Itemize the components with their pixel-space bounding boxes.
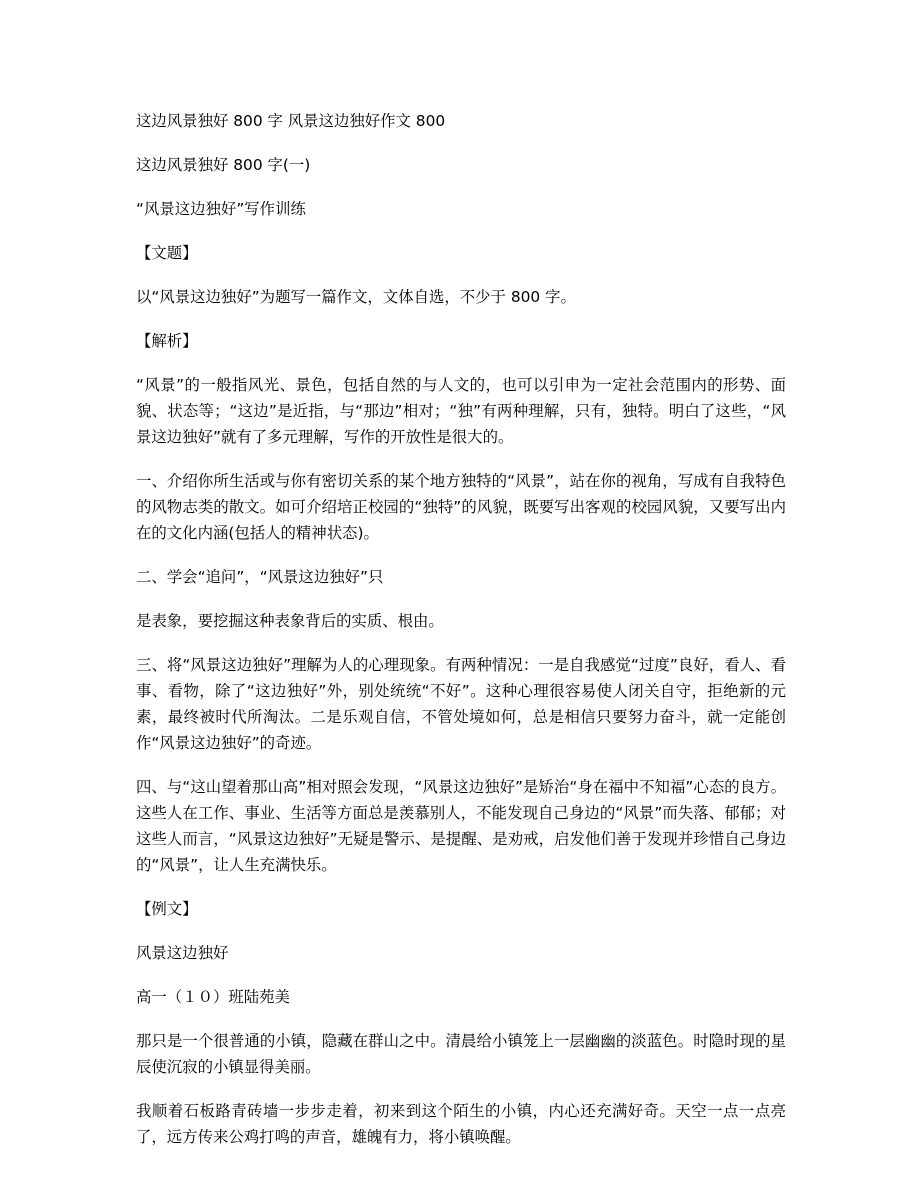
- essay-title: 风景这边独好: [136, 944, 229, 962]
- topic-heading: “风景这边独好”写作训练: [136, 200, 306, 218]
- essay-paragraph: 那只是一个很普通的小镇，隐藏在群山之中。清晨给小镇笼上一层幽幽的淡蓝色。时隐时现的星辰使沉寂的小镇显得美丽。: [136, 1032, 786, 1076]
- point-two-continued: 是表象，要挖掘这种表象背后的实质、根由。: [136, 612, 444, 630]
- document-title: 这边风景独好 800 字 风景这边独好作文 800: [136, 112, 446, 130]
- essay-paragraph: 我顺着石板路青砖墙一步步走着，初来到这个陌生的小镇，内心还充满好奇。天空一点一点亮了，远方传来公鸡打鸣的声音，雄魄有力，将小镇唤醒。: [136, 1102, 786, 1146]
- point-four-paragraph: 四、与“这山望着那山高”相对照会发现，“风景这边独好”是矫治“身在福中不知福”心态的良方。这些人在工作、事业、生活等方面总是羡慕别人，不能发现自己身边的“风景”而失落、郁郁；对这些人而言，“风景这边独好”无疑是警示、是提醒、是劝戒，启发他们善于发现并珍惜自己身边的“风景”，让人生充满快乐。: [136, 778, 786, 874]
- point-two-paragraph: 二、学会“追问”，“风景这边独好”只: [136, 568, 384, 586]
- jiexi-paragraph: “风景”的一般指风光、景色，包括自然的与人文的，也可以引申为一定社会范围内的形势、面貌、状态等；“这边”是近指，与“那边”相对；“独”有两种理解，只有，独特。明白了这些，“风景这边独好”就有了多元理解，写作的开放性是很大的。: [136, 376, 786, 446]
- section-heading-wenti: 【文题】: [136, 244, 198, 262]
- point-one-paragraph: 一、介绍你所生活或与你有密切关系的某个地方独特的“风景”，站在你的视角，写成有自我特色的风物志类的散文。如可介绍培正校园的“独特”的风貌，既要写出客观的校园风貌，又要写出内在的文化内涵(包括人的精神状态)。: [136, 472, 786, 542]
- document-page: [136, 108, 786, 1168]
- point-three-paragraph: 三、将“风景这边独好”理解为人的心理现象。有两种情况：一是自我感觉“过度”良好，看人、看事、看物，除了“这边独好”外，别处统统“不好”。这种心理很容易使人闭关自守，拒绝新的元素，最终被时代所淘汰。二是乐观自信，不管处境如何，总是相信只要努力奋斗，就一定能创作“风景这边独好”的奇迹。: [136, 656, 786, 752]
- wenti-paragraph: 以“风景这边独好”为题写一篇作文，文体自选，不少于 800 字。: [136, 288, 576, 306]
- section-heading-liwen: 【例文】: [136, 900, 198, 918]
- section-heading-jiexi: 【解析】: [136, 332, 198, 350]
- document-subtitle: 这边风景独好 800 字(一): [136, 156, 311, 174]
- essay-author: 高一（１０）班陆苑美: [136, 988, 290, 1006]
